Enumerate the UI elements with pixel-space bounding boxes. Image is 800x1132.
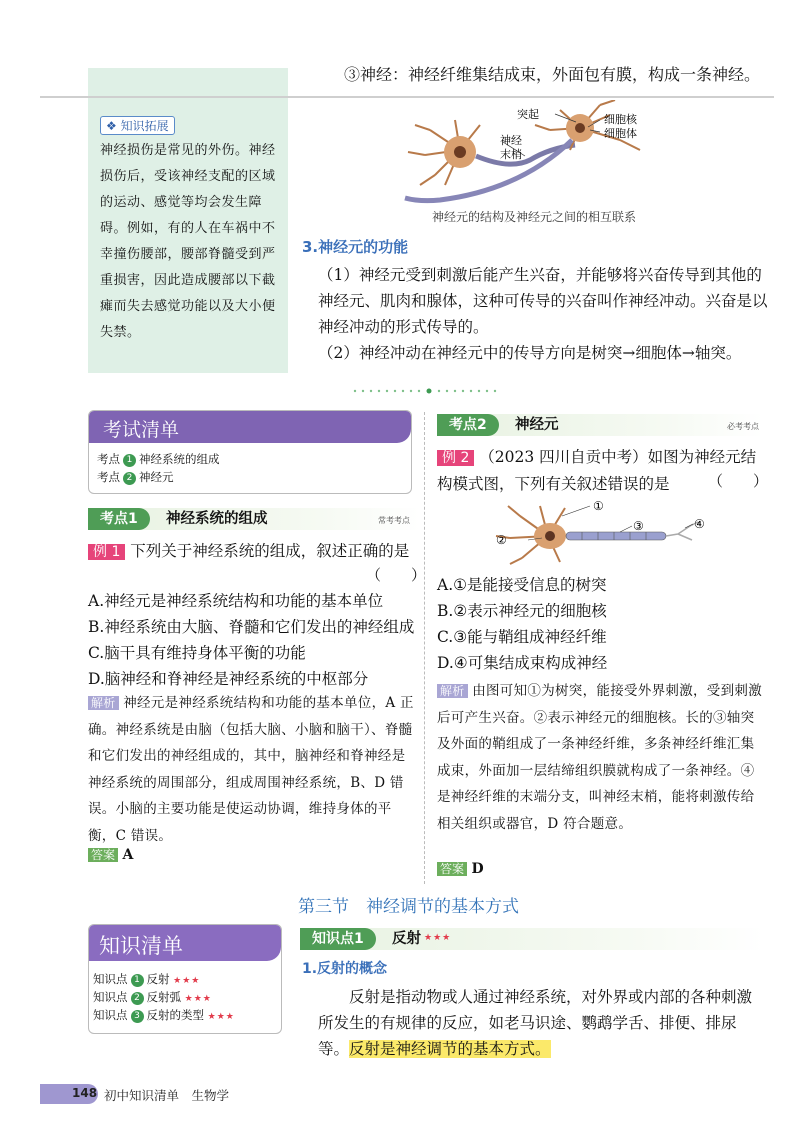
knowledge-extension-label: 知识拓展 (120, 119, 169, 133)
axon-with-sheath (566, 532, 666, 540)
knowledge-extension-text: 神经损伤是常见的外伤。神经损伤后，受该神经支配的区域的运动、感觉等均会发生障碍。例如，有的人在车祸中不幸撞伤腰部，腰部脊髓受到严重损害，因此造成腰部以下截瘫而失去感觉功能以及大小便失禁。 (100, 143, 276, 340)
footer-text: 初中知识清单 生物学 (104, 1088, 230, 1103)
example-1-tag: 例 1 (88, 544, 125, 560)
knowledge-list-item: 知识点 3 反射的类型 ★★★ (93, 1008, 235, 1022)
example-2-question: 例 2 （2023 四川自贡中考）如图为神经元结构模式图，下列有关叙述错误的是 (437, 448, 757, 493)
point1-name: 神经系统的组成 (166, 511, 268, 527)
example-1-question: 例 1 下列关于神经系统的组成，叙述正确的是 (88, 538, 418, 565)
function-item-2: （2）神经冲动在神经元中的传导方向是树突→细胞体→轴突。 (318, 344, 742, 362)
exam-list-title: 考试清单 (103, 419, 180, 441)
example-1-bracket: （ ） (366, 566, 427, 584)
section-title-neuron-function: 3.神经元的功能 (302, 238, 409, 256)
neuron-right-axon (405, 140, 572, 201)
highlighted-text: 反射是神经调节的基本方式。 (349, 1040, 551, 1058)
knowledge-list-title: 知识清单 (99, 934, 183, 958)
example-2-analysis: 解析 由图可知①为树突，能接受外界刺激，受到刺激后可产生兴奋。②表示神经元的细胞核。长的③轴突及外面的鞘组成了一条神经纤维，多条神经纤维汇集成束，外面加一层结缔组织膜就构成了一条神经。④是神经纤维的末端分支，叫神经末梢，能将刺激传给相关组织或器官，D 符合题意。 (437, 683, 763, 832)
kp1-tag: 知识点1 (300, 928, 376, 950)
label-4: ④ (694, 517, 705, 531)
figure-caption: 神经元的结构及神经元之间的相互联系 (432, 210, 637, 224)
importance-stars: ★★★ (184, 994, 212, 1004)
answer-value: A (122, 847, 134, 863)
point2-tag: 考点2 (437, 414, 499, 436)
example-2-answer (437, 860, 484, 877)
column-divider (424, 412, 425, 884)
option-a: A.神经元是神经系统结构和功能的基本单位 (88, 592, 384, 610)
point2-header (437, 414, 763, 436)
knowledge-extension-tag: ❖ 知识拓展 (100, 116, 175, 135)
point1-header (88, 508, 420, 530)
example-1-options (88, 588, 418, 692)
example-1-answer (88, 846, 133, 863)
knowledge-list-item: 知识点 2 反射弧 ★★★ (93, 990, 212, 1004)
kp1-header (300, 928, 764, 950)
example-2-options (437, 572, 763, 676)
analysis-tag: 解析 (88, 696, 119, 710)
option-d: D.④可集结成束构成神经 (437, 654, 608, 672)
label-terminal-1: 神经 (500, 134, 522, 147)
kp1-name: 反射 (392, 931, 421, 947)
neuron-structure-diagram (490, 496, 720, 566)
label-terminal-2: 末梢 (500, 148, 522, 161)
point1-note: 常考考点 (378, 516, 410, 525)
knowledge-list-box (88, 924, 282, 1034)
knowledge-list-item: 知识点 1 反射 ★★★ (93, 972, 201, 986)
exam-list-item: 考点 1 神经系统的组成 (97, 452, 220, 466)
label-2: ② (496, 533, 507, 547)
neuron-left-nucleus (454, 146, 466, 158)
exam-list-item: 考点 2 神经元 (97, 470, 174, 484)
neuron-connection-figure (400, 100, 760, 210)
section-title: 第三节 神经调节的基本方式 (298, 897, 519, 917)
function-item-1: （1）神经元受到刺激后能产生兴奋，并能够将兴奋传导到其他的神经元、肌肉和腺体，这种可传导的兴奋叫作神经冲动。兴奋是以神经冲动的形式传导的。 (318, 266, 768, 336)
intro-line: ③神经：神经纤维集结成束，外面包有膜，构成一条神经。 (344, 65, 761, 84)
answer-tag: 答案 (437, 862, 467, 876)
point1-tag: 考点1 (88, 508, 150, 530)
label-1: ① (593, 499, 604, 513)
label-process: 突起 (517, 108, 539, 121)
section-divider-dots (350, 387, 500, 395)
point2-name: 神经元 (515, 417, 559, 433)
answer-tag: 答案 (88, 848, 118, 862)
neuron-right-nucleus (575, 123, 585, 133)
exam-list-box (88, 410, 412, 494)
analysis-tag: 解析 (437, 684, 468, 698)
option-b: B.②表示神经元的细胞核 (437, 602, 607, 620)
page-number: 148 (72, 1086, 98, 1100)
label-cell-body: 细胞体 (604, 127, 637, 140)
option-d: D.脑神经和脊神经是神经系统的中枢部分 (88, 670, 369, 688)
answer-value: D (471, 861, 484, 877)
option-c: C.脑干具有维持身体平衡的功能 (88, 644, 306, 662)
reflex-definition-title: 1.反射的概念 (302, 961, 388, 977)
importance-stars: ★★★ (207, 1012, 235, 1022)
cell-nucleus (545, 531, 555, 541)
reflex-definition-body: 反射是指动物或人通过神经系统，对外界或内部的各种刺激所发生的有规律的反应，如老马识途、鹦鹉学舌、排便、排尿等。反射是神经调节的基本方式。 (318, 988, 753, 1058)
number-badge: 1 (123, 454, 136, 467)
option-b: B.神经系统由大脑、脊髓和它们发出的神经组成 (88, 618, 415, 636)
label-nucleus: 细胞核 (604, 113, 637, 126)
importance-stars: ★★★ (173, 976, 201, 986)
number-badge: 2 (123, 472, 136, 485)
example-2-bracket: （ ） (708, 472, 769, 490)
top-divider (40, 96, 774, 98)
example-2-tag: 例 2 (437, 450, 474, 466)
option-c: C.③能与鞘组成神经纤维 (437, 628, 607, 646)
point2-note: 必考考点 (727, 422, 759, 431)
kp1-stars: ★★★ (424, 933, 452, 943)
example-1-analysis: 解析 神经元是神经系统结构和功能的基本单位，A 正确。神经系统是由脑（包括大脑、小脑和脑干）、脊髓和它们发出的神经组成的，其中，脑神经和脊神经是神经系统的周围部分，组成周围神经系统，B、D 错误。小脑的主要功能是使运动协调，维持身体的平衡，C 错误。 (88, 695, 414, 844)
label-3: ③ (633, 519, 644, 533)
option-a: A.①是能接受信息的树突 (437, 576, 607, 594)
